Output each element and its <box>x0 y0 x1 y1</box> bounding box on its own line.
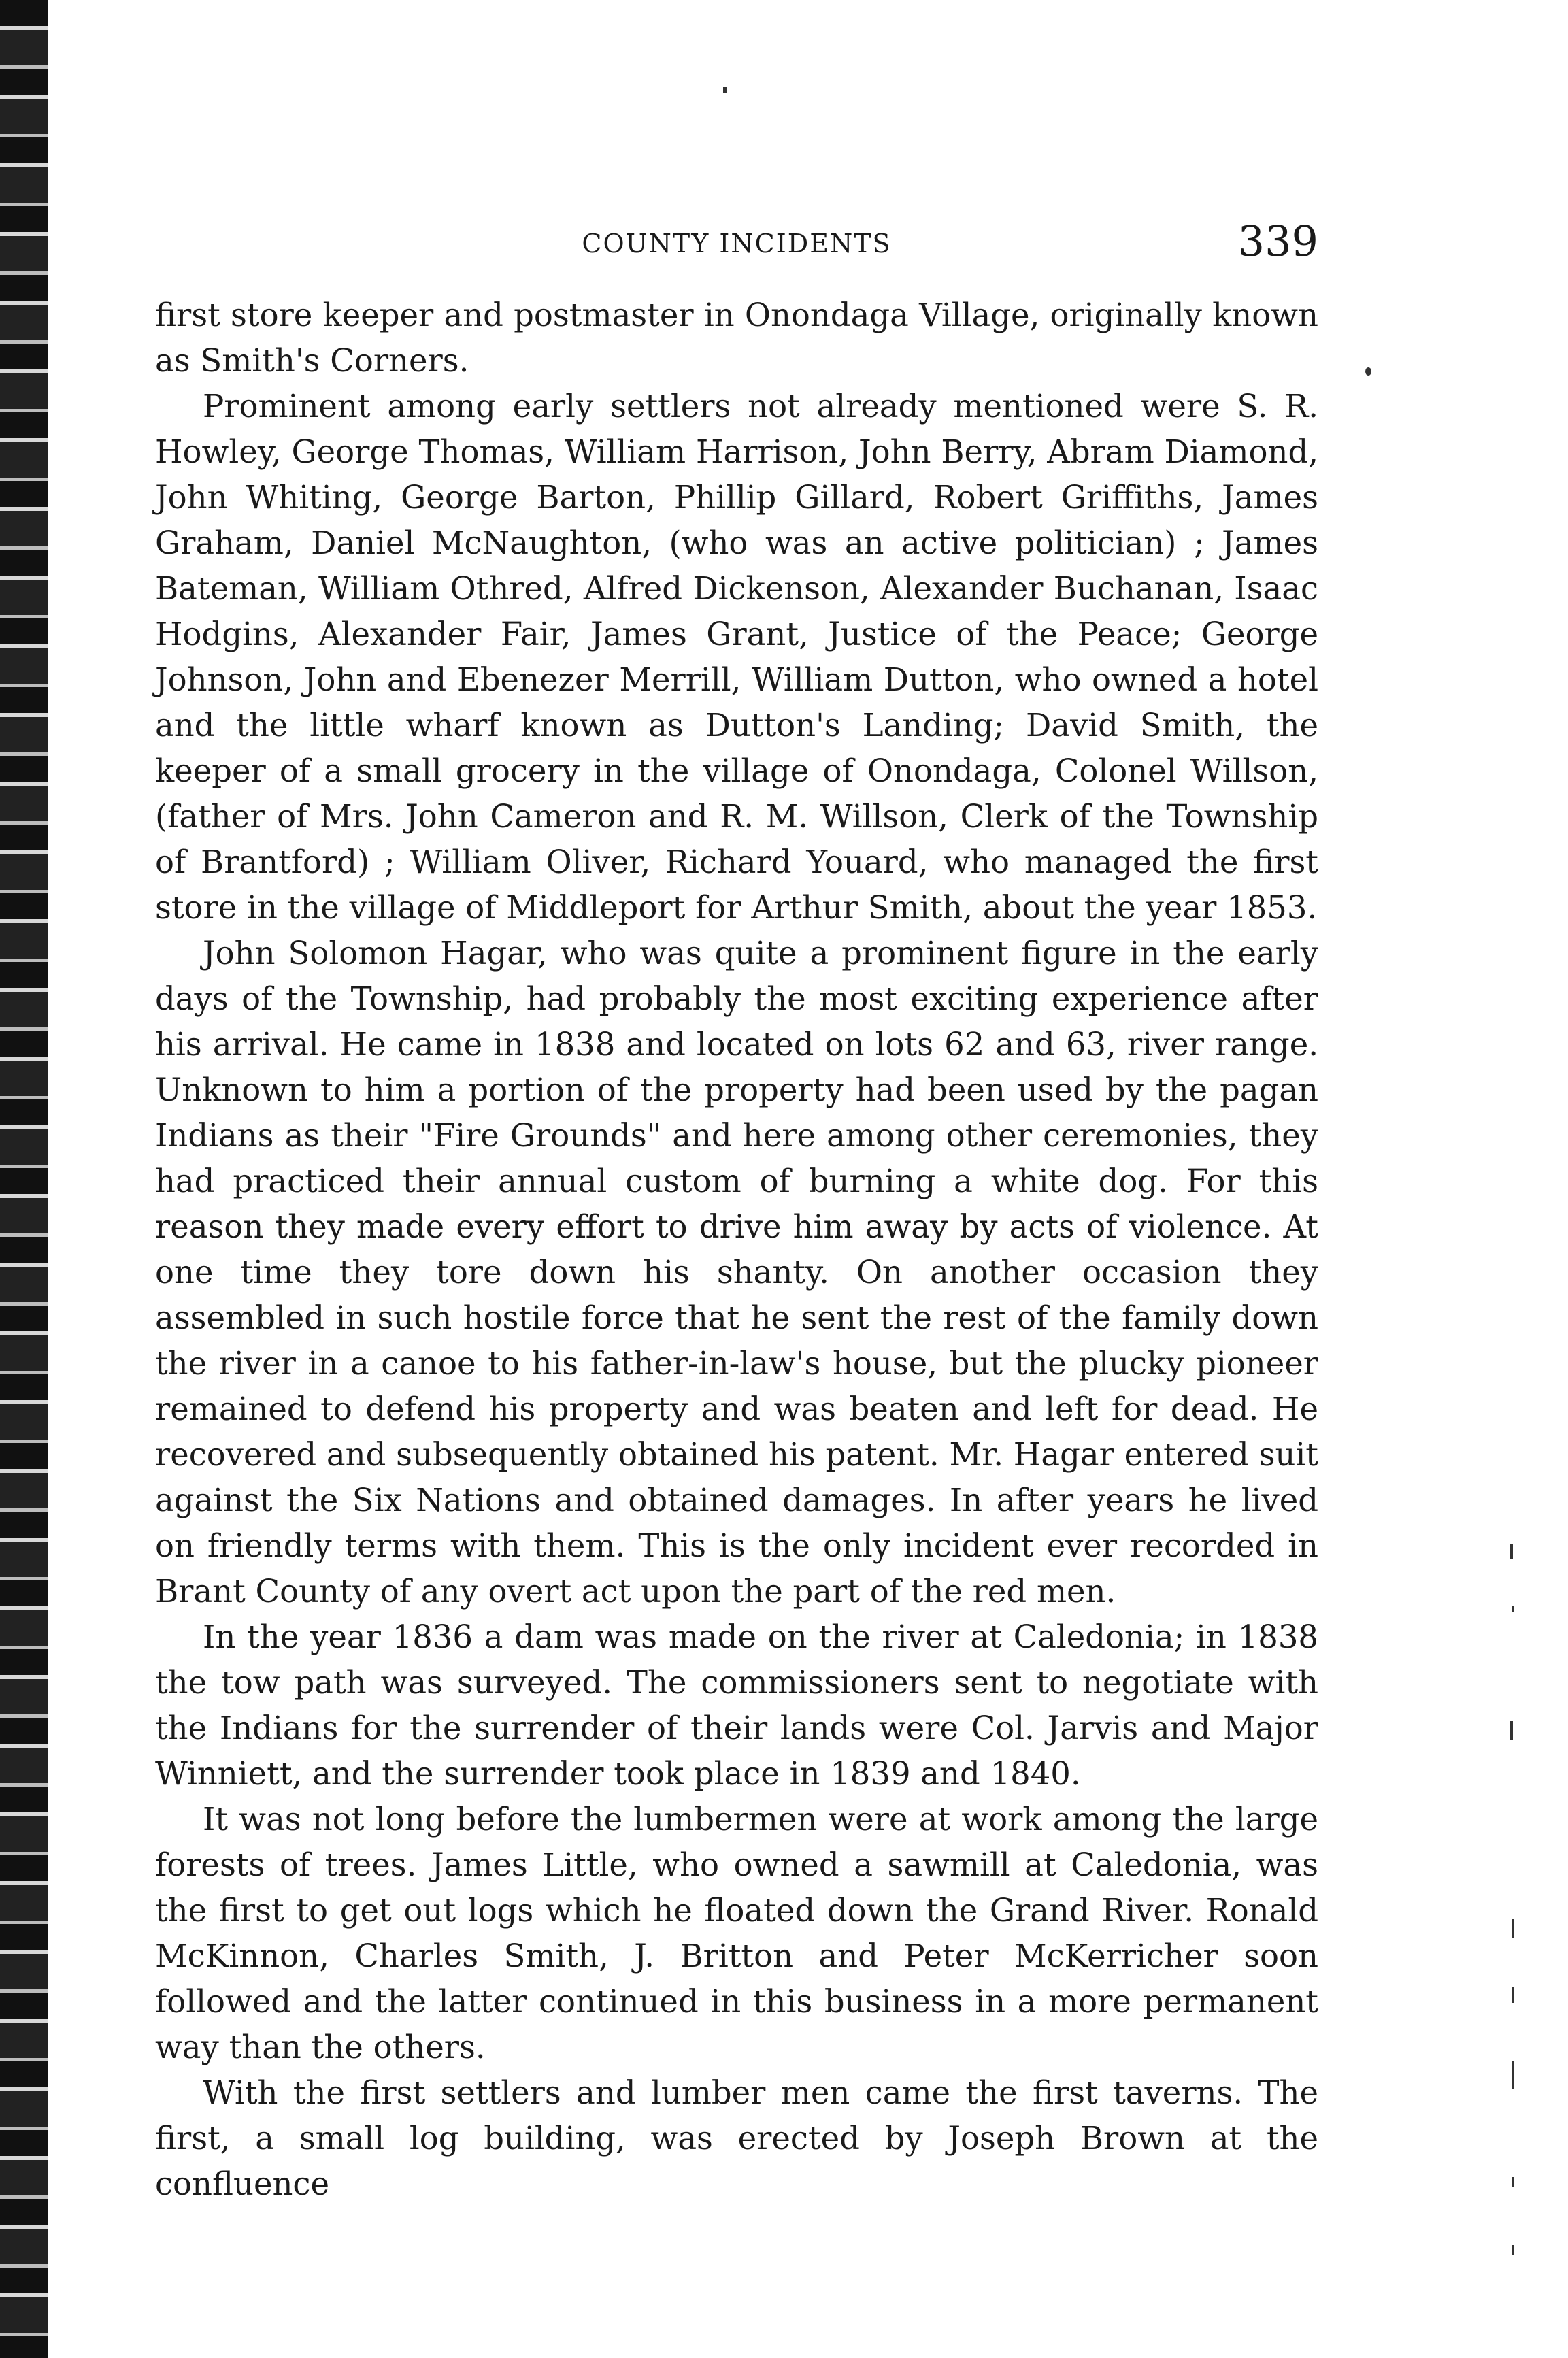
scan-speck <box>1512 2177 1514 2187</box>
scan-speck <box>1510 1544 1513 1559</box>
scan-speck <box>723 87 727 93</box>
paragraph: In the year 1836 a dam was made on the river at Caledonia; in 1838 the tow path was surveyed. The commissioners sent to negotiate with the Indians for the surrender of their lands were Col. Jarvis and Major Winniett, and the surrender took place in 1839 and 1840. <box>155 1618 1318 1792</box>
body-text <box>155 293 1318 2207</box>
paragraph: first store keeper and postmaster in Onondaga Village, originally known as Smith's Corners. <box>155 297 1318 379</box>
page-binding-edge <box>0 0 48 2358</box>
page-number: 339 <box>1237 216 1318 266</box>
scan-speck <box>1512 2061 1514 2089</box>
scan-speck <box>1512 2245 1514 2255</box>
paragraph: It was not long before the lumbermen were at work among the large forests of trees. James Little, who owned a sawmill at Caledonia, was the first to get out logs which he floated down the Grand River. Ronald McKinnon, Charles Smith, J. Britton and Peter McKerricher soon followed and the latter continued in this business in a more permanent way than the others. <box>155 1801 1318 2065</box>
running-head: COUNTY INCIDENTS <box>582 229 892 259</box>
paragraph: With the first settlers and lumber men came the first taverns. The first, a small log building, was erected by Joseph Brown at the confluence <box>155 2074 1318 2202</box>
scan-speck <box>1512 1606 1514 1612</box>
page-header <box>155 216 1318 278</box>
scan-speck <box>1510 1721 1513 1740</box>
scan-speck <box>1512 1987 1514 2003</box>
scan-speck <box>1512 1919 1514 1938</box>
paragraph: John Solomon Hagar, who was quite a prominent figure in the early days of the Township, had probably the most exciting experience after his arrival. He came in 1838 and located on lots 62 and 63, river range. Unknown to him a portion of the property had been used by the pagan Indians as their "Fire Grounds" and here among other ceremonies, they had practiced their annual custom of burning a white dog. For this reason they made every effort to drive him away by acts of violence. At one time they tore down his shanty. On another occasion they assembled in such hostile force that he sent the rest of the family down the river in a canoe to his father-in-law's house, but the plucky pioneer remained to defend his property and was beaten and left for dead. He recovered and subsequently obtained his patent. Mr. Hagar entered suit against the Six Nations and obtained damages. In after years he lived on friendly terms with them. This is the only incident ever recorded in Brant County of any overt act upon the part of the red men. <box>155 935 1318 1610</box>
paragraph: Prominent among early settlers not already mentioned were S. R. Howley, George Thomas, William Harrison, John Berry, Abram Diamond, John Whiting, George Barton, Phillip Gillard, Robert Griffiths, James Graham, Daniel McNaughton, (who was an active politician) ; James Bateman, William Othred, Alfred Dickenson, Alexander Buchanan, Isaac Hodgins, Alexander Fair, James Grant, Justice of the Peace; George Johnson, John and Ebenezer Merrill, William Dutton, who owned a hotel and the little wharf known as Dutton's Landing; David Smith, the keeper of a small grocery in the village of Onondaga, Colonel Willson, (father of Mrs. John Cameron and R. M. Willson, Clerk of the Township of Brantford) ; William Oliver, Richard Youard, who managed the first store in the village of Middleport for Arthur Smith, about the year 1853. <box>155 388 1318 926</box>
scan-speck <box>1365 367 1371 376</box>
